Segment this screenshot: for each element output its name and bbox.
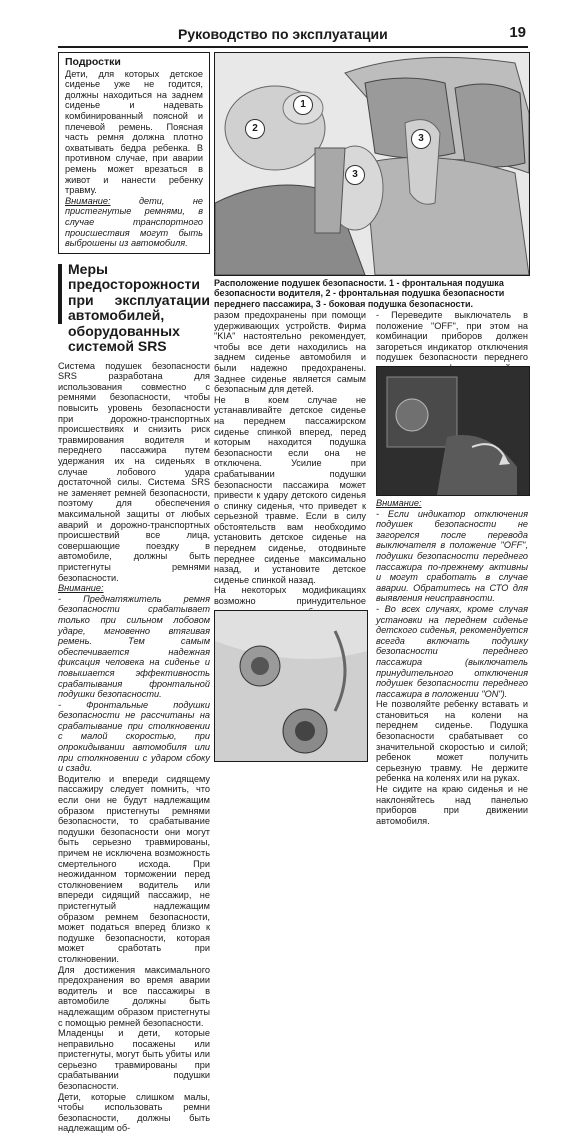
srs-paragraph-2: Водителю и впереди сидящему пассажиру следует помнить, что если они не будут надлежащим образом пристегнуты ремнями безопасности, то срабатывание подушки безопасности они могут быть серьезно травмированы, причем не исключена возможность смертельного исхода. При неожиданном торможении перед столкновением водитель или впереди сидящий пассажир, не пристегнутый надлежащим образом ремнем безопасности, может податься вперед близко к подушке безопасности, которая может сработать при столкновении. [58,773,210,964]
teens-heading: Подростки [65,56,121,68]
airbag-switch-illustration [215,611,367,761]
right-note-1: - Если индикатор отключения подушек безопасности не загорелся после перевода выключателя в положение "OFF", подушки безопасности переднего пассажира по-прежнему активны и могут сработать в случае аварии. Обратитесь на СТО для выявления неисправности. [376,508,528,604]
srs-note-2: - Фронтальные подушки безопасности не рассчитаны на срабатывание при столкновении с малой скоростью, при опрокидывании автомобиля или при столкновении с ударом сбоку и сзади. [58,699,210,774]
airbag-label-2: 2 [245,119,265,139]
page-number: 19 [509,24,526,41]
airbag-label-1: 3 [345,165,365,185]
dashboard-indicator-illustration [377,367,529,495]
indicator-figure [376,366,530,496]
airbag-location-figure [214,52,530,276]
header-title: Руководство по эксплуатации [178,26,388,42]
teens-note [65,196,203,249]
airbag-label-3a: 1 [293,95,313,115]
right-note-2: - Во всех случаях, кроме случая установки на переднем сиденье детского сиденья, рекомендуется всегда включать подушку безопасности переднего пассажира (выключатель принудительного отключения подушек безопасности переднего пассажира в положении "ON"). [376,603,528,699]
left-column [58,52,210,1134]
teens-box [58,52,210,254]
srs-note-1: - Преднатяжитель ремня безопасности срабатывает только при сильном лобовом ударе, мгновенно втягивая ремень. Тем самым обеспечивается надежная фиксация человека на сиденье и повышается эффективность срабатывания фронтальной подушки безопасности. [58,593,210,700]
srs-paragraph-4: Младенцы и дети, которые неправильно посажены или пристегнуты, могут быть убиты или серьезно травмированы при срабатывании подушки безопасности. [58,1028,210,1092]
srs-paragraph-5: Дети, которые слишком малы, чтобы использовать ремни безопасности, должны быть надлежащим об- [58,1091,210,1134]
right-column-lower [376,498,528,826]
page-header [58,18,528,48]
right-note-label: Внимание: [376,498,422,508]
middle-paragraph-2: Не в коем случае не устанавливайте детское сиденье на переднем пассажирском сиденье спинкой вперед, перед которым находится подушка безопасности если она не отключена. Усилие при срабатывании подушки безопасности пассажира может привести к удару детского сиденья о спинку сиденья, что приведет к серьезной травме. Если в силу обстоятельств вам необходимо установить детское сиденье на переднем сиденье, отодвиньте переднее сиденье максимально назад, и установите детское сиденье спинкой назад. [214,394,366,585]
srs-note-label: Внимание: [58,583,104,594]
middle-paragraph-1: разом предохранены при помощи удерживающих устройств. Фирма "KIA" настоятельно рекомендует, чтобы все дети находились на заднем сиденье автомобиля и были надежно предохранены. Заднее сиденье является самым безопасным для детей. [214,310,366,395]
teens-note-label: Внимание: [65,195,111,206]
right-paragraph-1: - Переведите выключатель в положение "OFF", при этом на комбинации приборов должен загореться индикатор отключения подушек безопасности переднего [376,310,528,363]
figure-caption: Расположение подушек безопасности. 1 - фронтальная подушка безопасности водителя, 2 - фронтальная подушка безопасности переднего пассажира, 3 - боковая подушка безопасности. [214,278,505,309]
key-switch-figure [214,610,368,762]
right-paragraph-3: Не сидите на краю сиденья и не наклоняйтесь над панелью приборов при движении автомобиля. [376,784,528,826]
teens-text: Дети, для которых детское сиденье уже не годится, должны находиться на заднем сиденье и надевать комбинированный поясной и плечевой ремень. Поясная часть ремня должна плотно охватывать бедра ребенка. В противном случае, при аварии ремень может врезаться в живот и нанести ребенку травму. [65,68,203,196]
srs-paragraph-3: Для достижения максимального предохранения во время аварии водитель и все пассажиры в автомобиле должны быть надлежащим образом пристегнуты с помощью ремней безопасности. [58,964,210,1028]
teens-note-text: дети, не пристегнутые ремнями, в случае транспортного происшествия могут быть выброшены из автомобиля. [65,195,203,249]
srs-section-heading: Меры предосторожности при эксплуатации автомобилей, оборудованных системой SRS [58,262,210,355]
car-interior-illustration [215,53,529,275]
right-paragraph-2: Не позволяйте ребенку вставать и становиться на колени на переднем сиденье. Подушка безопасности срабатывает со значительной скоростью и силой; ребенок может получить серьезную травму. Не держите ребенка на коленях или на руках. [376,699,528,784]
airbag-label-3b: 3 [411,129,431,149]
srs-paragraph-1: Система подушек безопасности SRS разработана для использования совместно с ремнями безопасности, чтобы повысить уровень безопасности при дорожно-транспортных происшествиях и снизить риск травмирования водителя и переднего пассажира путем удержания их на сиденьях в случае лобового удара достаточной силы. Система SRS не заменяет ремней безопасности, поэтому для обеспечения максимальной защиты от любых аварий и дорожно-транспортных происшествий все лица, совершающие поездку в автомобиле, должны быть пристегнуты ремнями безопасности. [58,360,210,583]
middle-paragraph-3: На некоторых модификациях возможно принудительное [214,585,366,607]
